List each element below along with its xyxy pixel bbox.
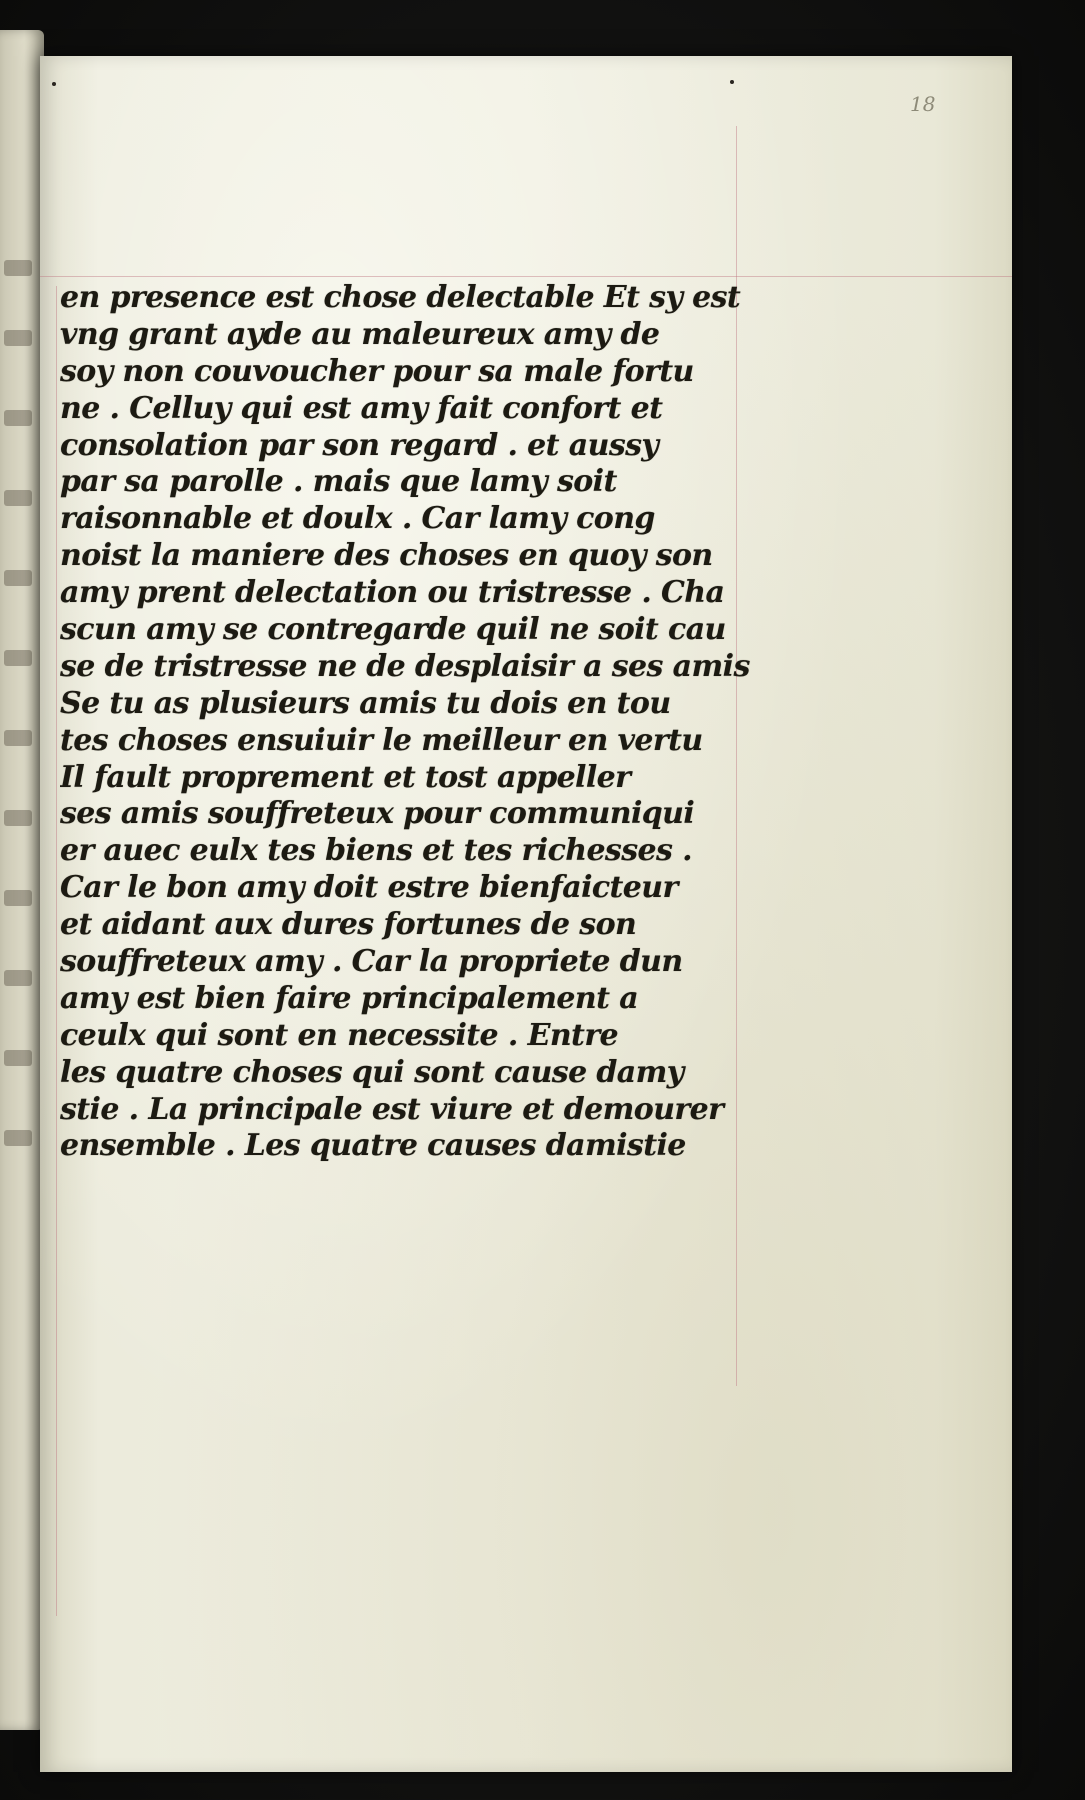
manuscript-line: les quatre choses qui sont cause damy [60, 1054, 684, 1090]
ruling-line-top [40, 276, 1012, 277]
manuscript-line: souffreteux amy . Car la propriete dun [60, 944, 683, 980]
previous-page-edge [0, 30, 44, 1730]
ruling-line-left [56, 286, 57, 1616]
ink-bleed-mark [4, 1130, 32, 1146]
manuscript-line: stie . La principale est viure et demourer [60, 1091, 724, 1127]
manuscript-line: consolation par son regard . et aussy [60, 427, 659, 463]
folio-number: 18 [910, 92, 936, 116]
pricking-mark [52, 82, 56, 86]
manuscript-leaf [40, 56, 1012, 1772]
manuscript-line: tes choses ensuiuir le meilleur en vertu [60, 722, 703, 758]
manuscript-line: noist la maniere des choses en quoy son [60, 538, 713, 574]
manuscript-line: se de tristresse ne de desplaisir a ses amis [60, 648, 750, 684]
manuscript-line: ensemble . Les quatre causes damistie [60, 1128, 686, 1164]
ink-bleed-mark [4, 260, 32, 276]
manuscript-line: vng grant ayde au maleureux amy de [60, 316, 660, 352]
ink-bleed-mark [4, 650, 32, 666]
ink-bleed-mark [4, 410, 32, 426]
ink-bleed-mark [4, 570, 32, 586]
pricking-mark [730, 80, 734, 84]
ink-bleed-mark [4, 490, 32, 506]
manuscript-line: soy non couvoucher pour sa male fortu [60, 353, 694, 389]
manuscript-text-block [60, 280, 780, 1165]
manuscript-line: par sa parolle . mais que lamy soit [60, 464, 617, 500]
manuscript-line: ceulx qui sont en necessite . Entre [60, 1017, 619, 1053]
manuscript-line: Car le bon amy doit estre bienfaicteur [60, 870, 678, 906]
manuscript-line: amy est bien faire principalement a [60, 980, 639, 1016]
ink-bleed-mark [4, 1050, 32, 1066]
manuscript-line: raisonnable et doulx . Car lamy cong [60, 501, 655, 537]
manuscript-line: ses amis souffreteux pour communiqui [60, 796, 695, 832]
manuscript-line: amy prent delectation ou tristresse . Cha [60, 575, 725, 611]
manuscript-line: Il fault proprement et tost appeller [60, 759, 631, 795]
ink-bleed-mark [4, 970, 32, 986]
ink-bleed-mark [4, 890, 32, 906]
manuscript-line: ne . Celluy qui est amy fait confort et [60, 390, 663, 426]
manuscript-line: en presence est chose delectable Et sy est [60, 280, 741, 315]
ink-bleed-mark [4, 330, 32, 346]
ink-bleed-mark [4, 810, 32, 826]
manuscript-line: scun amy se contregarde quil ne soit cau [60, 612, 726, 648]
manuscript-line: et aidant aux dures fortunes de son [60, 907, 637, 943]
ink-bleed-mark [4, 730, 32, 746]
manuscript-line: er auec eulx tes biens et tes richesses . [60, 833, 692, 869]
manuscript-line: Se tu as plusieurs amis tu dois en tou [60, 685, 671, 721]
